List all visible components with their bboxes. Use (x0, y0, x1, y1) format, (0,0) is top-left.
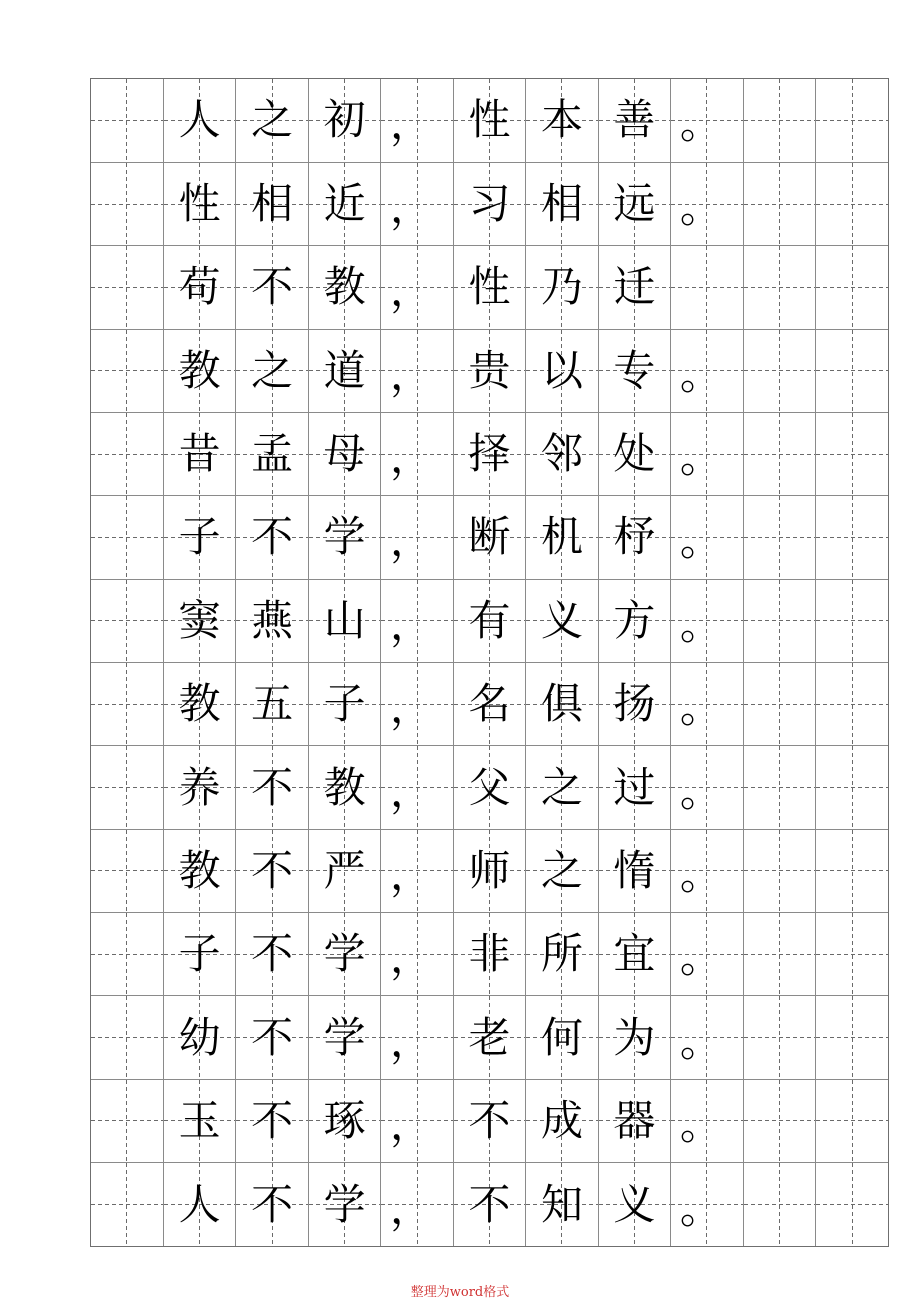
punctuation-mark: 。 (679, 349, 722, 399)
punctuation-mark: ， (390, 1099, 433, 1149)
punctuation-mark: 。 (679, 99, 722, 149)
character: 贵 (468, 345, 511, 395)
character: 不 (251, 262, 294, 312)
grid-row (91, 246, 888, 329)
character: 器 (613, 1095, 656, 1145)
character: 不 (251, 1095, 294, 1145)
punctuation-mark: ， (390, 349, 433, 399)
grid-cell (91, 829, 163, 912)
punctuation-mark: ， (390, 99, 433, 149)
grid-row (91, 913, 888, 996)
grid-cell (308, 1163, 380, 1246)
character-table (91, 79, 888, 1246)
punctuation-mark: 。 (679, 683, 722, 733)
character: 习 (468, 179, 511, 229)
character: 养 (178, 762, 221, 812)
grid-cell (743, 579, 815, 662)
grid-cell (381, 663, 453, 746)
grid-cell (816, 996, 888, 1079)
character: 子 (178, 512, 221, 562)
character: 机 (540, 512, 583, 562)
grid-cell (671, 829, 743, 912)
character: 教 (178, 345, 221, 395)
grid-cell (308, 246, 380, 329)
character: 择 (468, 429, 511, 479)
grid-cell (308, 996, 380, 1079)
character: 之 (540, 762, 583, 812)
grid-cell (453, 579, 525, 662)
character: 义 (540, 595, 583, 645)
character: 教 (178, 679, 221, 729)
punctuation-mark: 。 (679, 516, 722, 566)
grid-cell (816, 829, 888, 912)
grid-cell (598, 162, 670, 245)
grid-cell (236, 579, 308, 662)
grid-cell (91, 579, 163, 662)
grid-cell (526, 746, 598, 829)
character: 名 (468, 679, 511, 729)
grid-row (91, 996, 888, 1079)
grid-cell (453, 996, 525, 1079)
grid-cell (163, 329, 235, 412)
grid-cell (236, 829, 308, 912)
character: 老 (468, 1012, 511, 1062)
character: 方 (613, 595, 656, 645)
grid-cell (453, 162, 525, 245)
grid-cell (671, 246, 743, 329)
grid-cell (381, 913, 453, 996)
character: 昔 (178, 429, 221, 479)
grid-cell (816, 1163, 888, 1246)
character: 扬 (613, 679, 656, 729)
character: 断 (468, 512, 511, 562)
grid-cell (453, 1079, 525, 1162)
character: 非 (468, 929, 511, 979)
character: 山 (323, 595, 366, 645)
character: 师 (468, 845, 511, 895)
punctuation-mark: ， (390, 683, 433, 733)
grid-cell (163, 579, 235, 662)
grid-cell (308, 496, 380, 579)
character: 学 (323, 1012, 366, 1062)
character: 道 (323, 345, 366, 395)
grid-cell (236, 162, 308, 245)
grid-cell (743, 913, 815, 996)
character: 幼 (178, 1012, 221, 1062)
grid-cell (163, 412, 235, 495)
grid-cell (453, 746, 525, 829)
punctuation-mark: ， (390, 266, 433, 316)
character: 子 (178, 929, 221, 979)
grid-cell (671, 496, 743, 579)
grid-cell (453, 496, 525, 579)
grid-cell (91, 746, 163, 829)
punctuation-mark: 。 (679, 183, 722, 233)
grid-cell (91, 913, 163, 996)
grid-cell (526, 579, 598, 662)
grid-cell (743, 746, 815, 829)
grid-cell (453, 663, 525, 746)
grid-row (91, 1163, 888, 1246)
grid-cell (598, 246, 670, 329)
grid-cell (381, 829, 453, 912)
character: 严 (323, 845, 366, 895)
grid-cell (671, 1079, 743, 1162)
character: 玉 (178, 1095, 221, 1145)
grid-cell (308, 1079, 380, 1162)
character: 教 (178, 845, 221, 895)
grid-cell (381, 246, 453, 329)
character: 以 (540, 345, 583, 395)
character: 五 (251, 679, 294, 729)
character: 近 (323, 179, 366, 229)
grid-cell (381, 746, 453, 829)
character: 善 (613, 95, 656, 145)
grid-cell (526, 996, 598, 1079)
punctuation-mark: 。 (679, 599, 722, 649)
grid-cell (163, 913, 235, 996)
grid-cell (743, 162, 815, 245)
grid-cell (236, 996, 308, 1079)
grid-cell (236, 1079, 308, 1162)
grid-cell (163, 663, 235, 746)
grid-cell (743, 1163, 815, 1246)
grid-cell (453, 913, 525, 996)
grid-cell (816, 579, 888, 662)
grid-cell (743, 246, 815, 329)
character: 迁 (613, 262, 656, 312)
punctuation-mark: ， (390, 1183, 433, 1233)
grid-cell (526, 829, 598, 912)
character: 知 (540, 1179, 583, 1229)
character: 苟 (178, 262, 221, 312)
grid-cell (236, 329, 308, 412)
grid-cell (236, 746, 308, 829)
grid-cell (308, 162, 380, 245)
grid-cell (526, 412, 598, 495)
footer-note: 整理为word格式 (410, 1285, 510, 1300)
grid-cell (598, 579, 670, 662)
punctuation-mark: ， (390, 766, 433, 816)
grid-cell (526, 1163, 598, 1246)
grid-cell (381, 1079, 453, 1162)
grid-cell (236, 246, 308, 329)
character: 性 (468, 262, 511, 312)
grid-cell (598, 663, 670, 746)
character: 邻 (540, 429, 583, 479)
character: 相 (540, 179, 583, 229)
grid-cell (671, 746, 743, 829)
grid-cell (163, 1163, 235, 1246)
grid-cell (91, 79, 163, 162)
grid-cell (163, 1079, 235, 1162)
character: 为 (613, 1012, 656, 1062)
grid-cell (91, 246, 163, 329)
grid-cell (308, 579, 380, 662)
grid-cell (308, 79, 380, 162)
character: 成 (540, 1095, 583, 1145)
character: 宜 (613, 929, 656, 979)
grid-cell (598, 829, 670, 912)
grid-row (91, 663, 888, 746)
grid-cell (598, 79, 670, 162)
character: 学 (323, 929, 366, 979)
grid-cell (526, 246, 598, 329)
grid-cell (91, 996, 163, 1079)
grid-cell (598, 746, 670, 829)
grid-cell (816, 329, 888, 412)
grid-cell (816, 663, 888, 746)
grid-cell (598, 329, 670, 412)
grid-cell (163, 996, 235, 1079)
grid-cell (743, 412, 815, 495)
grid-row (91, 1079, 888, 1162)
character: 有 (468, 595, 511, 645)
character: 不 (251, 762, 294, 812)
character: 学 (323, 1179, 366, 1229)
grid-cell (816, 79, 888, 162)
punctuation-mark: 。 (679, 433, 722, 483)
grid-cell (598, 1163, 670, 1246)
grid-cell (743, 329, 815, 412)
character: 学 (323, 512, 366, 562)
grid-cell (526, 162, 598, 245)
grid-cell (671, 663, 743, 746)
grid-cell (308, 412, 380, 495)
grid-body (91, 79, 888, 1246)
grid-cell (671, 913, 743, 996)
grid-cell (671, 996, 743, 1079)
character: 父 (468, 762, 511, 812)
grid-row (91, 412, 888, 495)
punctuation-mark: ， (390, 599, 433, 649)
grid-cell (743, 829, 815, 912)
grid-cell (163, 496, 235, 579)
tianzige-grid (90, 78, 889, 1247)
grid-cell (743, 496, 815, 579)
character: 孟 (251, 429, 294, 479)
grid-cell (308, 746, 380, 829)
grid-cell (526, 329, 598, 412)
grid-cell (816, 412, 888, 495)
character: 之 (251, 345, 294, 395)
punctuation-mark: 。 (679, 766, 722, 816)
character: 远 (613, 179, 656, 229)
grid-cell (381, 996, 453, 1079)
grid-cell (163, 79, 235, 162)
grid-cell (163, 829, 235, 912)
character: 不 (251, 1012, 294, 1062)
grid-cell (453, 412, 525, 495)
character: 初 (323, 95, 366, 145)
grid-cell (381, 1163, 453, 1246)
grid-cell (671, 412, 743, 495)
character: 不 (468, 1179, 511, 1229)
grid-cell (381, 496, 453, 579)
grid-row (91, 79, 888, 162)
grid-cell (236, 1163, 308, 1246)
character: 之 (540, 845, 583, 895)
grid-cell (91, 1079, 163, 1162)
grid-cell (91, 412, 163, 495)
character: 不 (468, 1095, 511, 1145)
character: 俱 (540, 679, 583, 729)
character: 本 (540, 95, 583, 145)
grid-cell (816, 162, 888, 245)
grid-row (91, 329, 888, 412)
grid-cell (236, 412, 308, 495)
character: 杼 (613, 512, 656, 562)
grid-cell (743, 1079, 815, 1162)
grid-cell (91, 496, 163, 579)
grid-row (91, 746, 888, 829)
grid-cell (671, 329, 743, 412)
grid-cell (236, 496, 308, 579)
grid-cell (308, 329, 380, 412)
grid-cell (91, 329, 163, 412)
character: 窦 (178, 595, 221, 645)
grid-cell (743, 663, 815, 746)
grid-cell (163, 746, 235, 829)
grid-cell (163, 246, 235, 329)
punctuation-mark: 。 (679, 1016, 722, 1066)
grid-cell (526, 79, 598, 162)
punctuation-mark: 。 (679, 849, 722, 899)
grid-cell (91, 663, 163, 746)
character: 人 (178, 95, 221, 145)
grid-cell (526, 1079, 598, 1162)
grid-cell (598, 496, 670, 579)
character: 教 (323, 762, 366, 812)
character: 专 (613, 345, 656, 395)
character: 琢 (323, 1095, 366, 1145)
grid-cell (526, 913, 598, 996)
grid-cell (381, 329, 453, 412)
grid-cell (598, 412, 670, 495)
punctuation-mark: ， (390, 183, 433, 233)
grid-cell (236, 79, 308, 162)
grid-cell (308, 913, 380, 996)
grid-cell (816, 746, 888, 829)
character: 性 (178, 179, 221, 229)
punctuation-mark: ， (390, 849, 433, 899)
grid-cell (526, 496, 598, 579)
grid-row (91, 579, 888, 662)
character: 义 (613, 1179, 656, 1229)
grid-cell (236, 913, 308, 996)
punctuation-mark: ， (390, 516, 433, 566)
character: 何 (540, 1012, 583, 1062)
grid-cell (671, 79, 743, 162)
grid-cell (91, 162, 163, 245)
character: 所 (540, 929, 583, 979)
grid-cell (598, 996, 670, 1079)
punctuation-mark: ， (390, 933, 433, 983)
grid-cell (381, 162, 453, 245)
character: 处 (613, 429, 656, 479)
grid-cell (816, 913, 888, 996)
grid-cell (453, 329, 525, 412)
grid-cell (381, 79, 453, 162)
grid-cell (236, 663, 308, 746)
character: 性 (468, 95, 511, 145)
character: 之 (251, 95, 294, 145)
grid-cell (598, 913, 670, 996)
character: 不 (251, 929, 294, 979)
character: 不 (251, 845, 294, 895)
grid-cell (671, 1163, 743, 1246)
character: 相 (251, 179, 294, 229)
grid-row (91, 829, 888, 912)
grid-cell (453, 829, 525, 912)
punctuation-mark: 。 (679, 1099, 722, 1149)
character: 人 (178, 1179, 221, 1229)
character: 母 (323, 429, 366, 479)
grid-cell (308, 829, 380, 912)
character: 过 (613, 762, 656, 812)
punctuation-mark: ， (390, 1016, 433, 1066)
grid-cell (163, 162, 235, 245)
grid-cell (381, 412, 453, 495)
grid-cell (671, 162, 743, 245)
grid-row (91, 496, 888, 579)
grid-cell (816, 246, 888, 329)
grid-cell (743, 996, 815, 1079)
character: 不 (251, 512, 294, 562)
grid-cell (598, 1079, 670, 1162)
grid-cell (453, 246, 525, 329)
grid-cell (381, 579, 453, 662)
character: 燕 (251, 595, 294, 645)
grid-cell (91, 1163, 163, 1246)
character: 乃 (540, 262, 583, 312)
grid-row (91, 162, 888, 245)
grid-cell (816, 1079, 888, 1162)
character: 教 (323, 262, 366, 312)
grid-cell (453, 1163, 525, 1246)
punctuation-mark: 。 (679, 933, 722, 983)
grid-cell (308, 663, 380, 746)
grid-cell (743, 79, 815, 162)
punctuation-mark: 。 (679, 1183, 722, 1233)
grid-cell (671, 579, 743, 662)
grid-cell (453, 79, 525, 162)
character: 惰 (613, 845, 656, 895)
character: 子 (323, 679, 366, 729)
grid-cell (816, 496, 888, 579)
grid-cell (526, 663, 598, 746)
punctuation-mark: ， (390, 433, 433, 483)
character: 不 (251, 1179, 294, 1229)
